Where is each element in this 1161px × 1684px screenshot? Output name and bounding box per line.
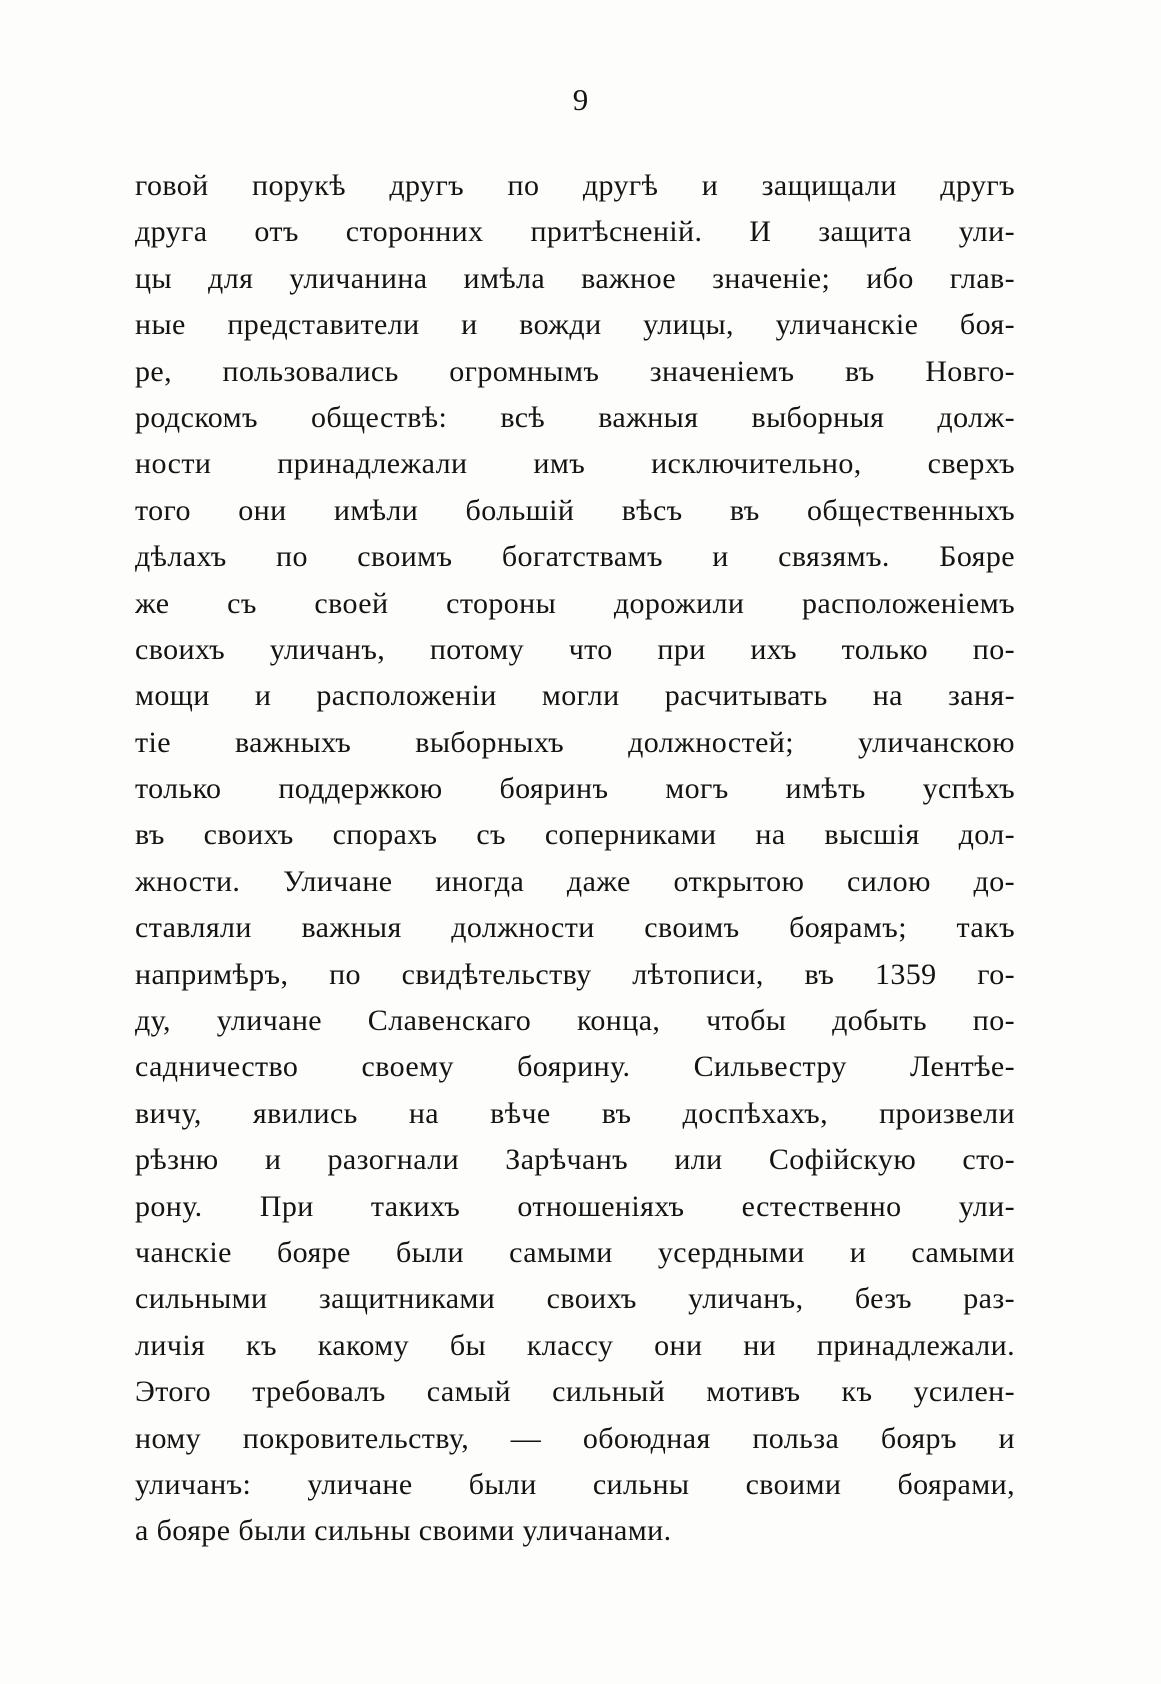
text-line: же съ своей стороны дорожили расположеніемъ	[135, 586, 1015, 620]
text-line: говой порукѣ другъ по другѣ и защищали другъ	[135, 169, 1015, 202]
text-line: въ своихъ спорахъ съ соперниками на высшія дол-	[135, 818, 1015, 852]
text-line: жности. Уличане иногда даже открытою силою до-	[135, 864, 1015, 898]
text-line: цы для уличанина имѣла важное значеніе; ибо глав-	[135, 261, 1015, 295]
text-line: напримѣръ, по свидѣтельству лѣтописи, въ 1359 го-	[135, 957, 1015, 991]
text-line: вичу, явились на вѣче въ доспѣхахъ, произвели	[135, 1096, 1015, 1130]
text-line: друга отъ сторонних притѣсненій. И защита ули-	[135, 215, 1015, 249]
text-line: ные представители и вожди улицы, уличанскіе боя-	[135, 308, 1015, 342]
text-line: ставляли важныя должности своимъ боярамъ; такъ	[135, 911, 1015, 945]
text-line: рону. При такихъ отношеніяхъ естественно ули-	[135, 1189, 1015, 1223]
text-line: уличанъ: уличане были сильны своими боярами,	[135, 1467, 1015, 1501]
text-line: рѣзню и разогнали Зарѣчанъ или Софійскую сто-	[135, 1143, 1015, 1177]
text-line: родскомъ обществѣ: всѣ важныя выборныя долж-	[135, 400, 1015, 434]
text-line: только поддержкою бояринъ могъ имѣть успѣхъ	[135, 772, 1015, 806]
text-line: а бояре были сильны своими уличанами.	[135, 1514, 672, 1548]
text-line: своихъ уличанъ, потому что при ихъ только по-	[135, 632, 1015, 666]
text-line: сильными защитниками своихъ уличанъ, безъ раз-	[135, 1282, 1015, 1316]
page-number: 9	[572, 82, 589, 117]
text-line: ду, уличане Славенскаго конца, чтобы добыть по-	[135, 1004, 1015, 1038]
text-line: чанскіе бояре были самыми усердными и самыми	[135, 1235, 1015, 1269]
text-line: ности принадлежали имъ исключительно, сверхъ	[135, 447, 1015, 481]
text-line: дѣлахъ по своимъ богатствамъ и связямъ. Бояре	[135, 540, 1015, 574]
text-line: ре, пользовались огромнымъ значеніемъ въ Новго-	[135, 354, 1015, 388]
text-line: садничество своему боярину. Сильвестру Лентѣе-	[135, 1050, 1015, 1084]
text-line: тіе важныхъ выборныхъ должностей; уличанскою	[135, 725, 1015, 759]
text-line: ному покровительству, — обоюдная польза бояръ и	[135, 1421, 1015, 1455]
text-line: мощи и расположеніи могли расчитывать на заня-	[135, 679, 1015, 713]
text-line: того они имѣли большій вѣсъ въ общественныхъ	[135, 493, 1015, 527]
text-line: личія къ какому бы классу они ни принадлежали.	[135, 1328, 1015, 1362]
body-text	[135, 163, 1015, 1555]
text-line: Этого требовалъ самый сильный мотивъ къ усилен-	[135, 1375, 1015, 1409]
